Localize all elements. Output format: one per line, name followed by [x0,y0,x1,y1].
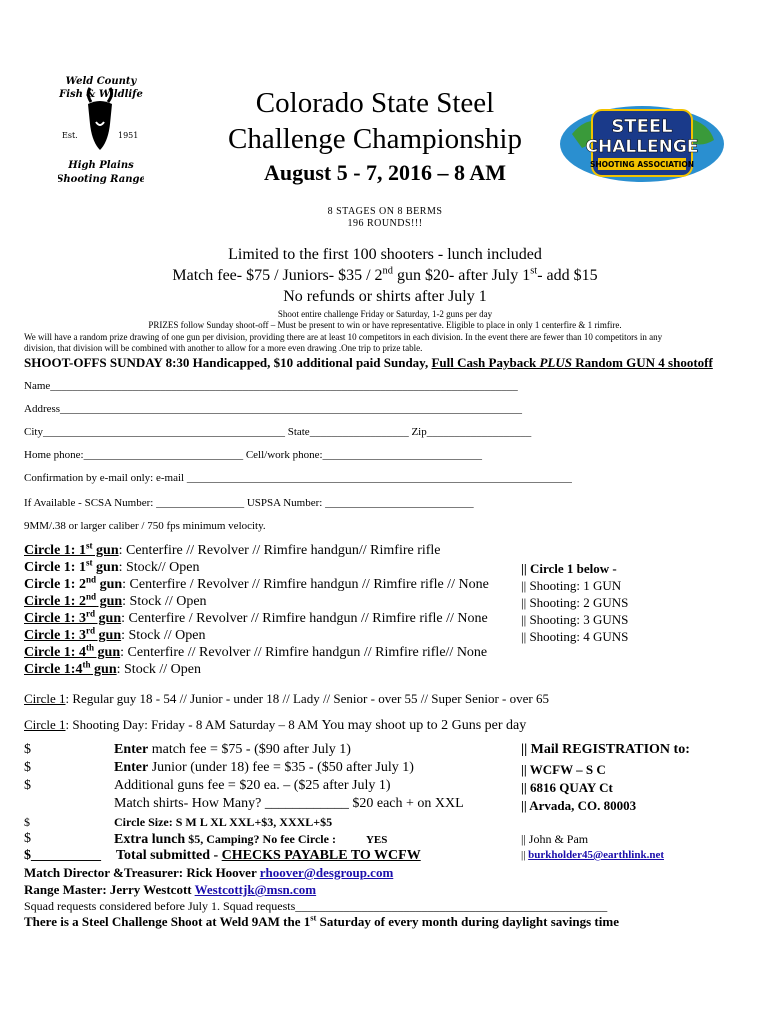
city-state-zip-field[interactable]: City____________________________________________ State__________________ Zip___________________ [24,426,532,438]
logo-left-line2: Fish & Wildlife [59,89,143,100]
mail-org: || WCFW – S C [521,762,606,777]
circle-key-3: || Shooting: 3 GUNS [521,612,629,627]
logo-right-line1: STEEL [611,116,673,137]
title-line-1: Colorado State Steel [255,87,495,119]
stages-text: 8 STAGES ON 8 BERMS [327,206,443,217]
mail-names: || John & Pam [521,832,589,846]
logo-right-line3: SHOOTING ASSOCIATION [589,160,695,169]
email-field[interactable]: Confirmation by e-mail only: e-mail ______________________________________________________________________ [24,472,572,484]
name-field[interactable]: Name_____________________________________________________________________________________ [24,380,518,392]
shoot-entire-text: Shoot entire challenge Friday or Saturday, 1-2 guns per day [277,309,493,319]
match-fee-text: Match fee- $75 / Juniors- $35 / 2nd gun $20- after July 1st- add $15 [172,265,598,284]
shirts-line: Match shirts- How Many? ____________ $20 each + on XXL [114,796,464,811]
circle-key-title: || Circle 1 below - [521,561,617,576]
circle-row-options: : Centerfire // Revolver // Rimfire handgun // Rimfire rifle// None [120,645,488,660]
circle-row-options: : Stock // Open [121,628,206,643]
circle-row-label: Circle 1: 2 [24,577,86,592]
circle-row[interactable]: Circle 1: 2nd gun: Stock // Open [24,591,207,609]
monthly-shoot-line: There is a Steel Challenge Shoot at Weld 9AM the 1st Saturday of every month during daylight savings time [24,912,619,929]
mail-email-line: || burkholder45@earthlink.net [521,849,664,861]
match-fee-line: Enter match fee = $75 - ($90 after July 1) [114,742,351,757]
shooting-day-text: Circle 1: Shooting Day: Friday - 8 AM Saturday – 8 AM You may shoot up to 2 Guns per day [24,717,527,733]
shootoffs-text: SHOOT-OFFS SUNDAY 8:30 Handicapped, $10 additional paid Sunday, Full Cash Payback PLUS Random GUN 4 shootoff [24,355,713,370]
circle-row-label: Circle 1: 3 [24,611,86,626]
mail-street: || 6816 QUAY Ct [521,780,613,795]
circle-row[interactable]: Circle 1: 3rd gun: Stock // Open [24,625,206,643]
additional-guns-line: Additional guns fee = $20 ea. – ($25 after July 1) [114,778,391,793]
logo-left-line1: Weld County [65,76,137,87]
circle-key-4: || Shooting: 4 GUNS [521,629,629,644]
squad-line: Squad requests considered before July 1. Squad requests____________________________________________________ [24,899,608,913]
circle-row-label: Circle 1: 1 [24,560,86,575]
phone-field[interactable]: Home phone:_____________________________ Cell/work phone:_____________________________ [24,449,483,461]
circle-row-options: : Centerfire / Revolver // Rimfire handgun // Rimfire rifle // None [121,611,488,626]
circle-row-label: Circle 1: 1 [24,543,86,558]
director-email-link[interactable]: rhoover@desgroup.com [259,865,394,880]
dollar-2: $ [24,760,31,775]
circle-row-label: Circle 1:4 [24,662,83,677]
circle-row[interactable]: Circle 1:4th gun: Stock // Open [24,659,202,677]
junior-fee-line: Enter Junior (under 18) fee = $35 - ($50 after July 1) [114,760,414,775]
director-line: Match Director &Treasurer: Rick Hoover rhoover@desgroup.com [24,865,394,880]
circle-row[interactable]: Circle 1: 3rd gun: Centerfire / Revolver // Rimfire handgun // Rimfire rifle // None [24,608,488,626]
title-line-2: Challenge Championship [228,123,522,155]
circle-row-options: : Centerfire // Revolver // Rimfire handgun// Rimfire rifle [118,543,441,558]
refunds-text: No refunds or shirts after July 1 [283,288,487,305]
circle-row[interactable]: Circle 1: 4th gun: Centerfire // Revolver // Rimfire handgun // Rimfire rifle// None [24,642,488,660]
event-date: August 5 - 7, 2016 – 8 AM [263,160,506,185]
circle-row[interactable]: Circle 1: 2nd gun: Centerfire / Revolver // Rimfire handgun // Rimfire rifle // None [24,574,489,592]
circle-row[interactable]: Circle 1: 1st gun: Centerfire // Revolver // Rimfire handgun// Rimfire rifle [24,540,441,558]
circle-row-options: : Stock // Open [116,662,202,677]
drawing-text-1: We will have a random prize drawing of one gun per division, providing there are at least 10 competitors in each division. In the event there are fewer than 10 competitors in any [24,332,663,342]
circle-row-label: Circle 1: 3 [24,628,86,643]
circle-key-1: || Shooting: 1 GUN [521,578,622,593]
prizes-text: PRIZES follow Sunday shoot-off – Must be present to win or have representative. Eligible to place in only 1 centerfire & 1 rimfire. [148,320,622,330]
total-line: Total submitted - CHECKS PAYABLE TO WCFW [116,848,421,863]
range-email-link[interactable]: Westcottjk@msn.com [194,882,317,897]
drawing-text-2: division, that division will be combined with another to allow for a more even drawing .One trip to prize table. [24,343,423,353]
range-master-line: Range Master: Jerry Westcott Westcottjk@msn.com [24,882,317,897]
divisions-text: Circle 1: Regular guy 18 - 54 // Junior - under 18 // Lady // Senior - over 55 // Super Senior - over 65 [24,691,549,706]
circle-key-2: || Shooting: 2 GUNS [521,595,629,610]
dollar-3: $ [24,778,31,793]
member-numbers-field[interactable]: If Available - SCSA Number: ________________ USPSA Number: ___________________________ [24,497,474,509]
circle-row-options: : Stock // Open [122,594,207,609]
sizes-line: Circle Size: S M L XL XXL+$3, XXXL+$5 [114,815,333,829]
logo-left-year: 1951 [118,131,139,140]
circle-row-options: : Stock// Open [118,560,200,575]
logo-left-est: Est. [62,131,78,140]
logo-left-line3: High Plains [68,160,134,171]
circle-row-label: Circle 1: 2 [24,594,86,609]
mail-email-link[interactable]: burkholder45@earthlink.net [528,849,664,861]
logo-left-line4: Shooting Range [58,174,144,185]
circle-row-label: Circle 1: 4 [24,645,86,660]
circle-row[interactable]: Circle 1: 1st gun: Stock// Open [24,557,200,575]
caliber-text: 9MM/.38 or larger caliber / 750 fps minimum velocity. [24,520,266,532]
logo-right-line2: CHALLENGE [585,137,699,157]
dollar-5: $ [24,831,31,846]
lunch-line: Extra lunch $5, Camping? No fee Circle : YES [114,832,388,847]
address-field[interactable]: Address____________________________________________________________________________________ [24,403,523,415]
circle-row-options: : Centerfire / Revolver // Rimfire handgun // Rimfire rifle // None [122,577,489,592]
dollar-1: $ [24,742,31,757]
limited-text: Limited to the first 100 shooters - lunch included [228,246,542,263]
rounds-text: 196 ROUNDS!!! [347,218,423,229]
dollar-4: $ [24,815,30,829]
mail-title: || Mail REGISTRATION to: [521,742,690,757]
total-dollar[interactable]: $__________ [24,848,101,863]
mail-city: || Arvada, CO. 80003 [521,798,637,813]
